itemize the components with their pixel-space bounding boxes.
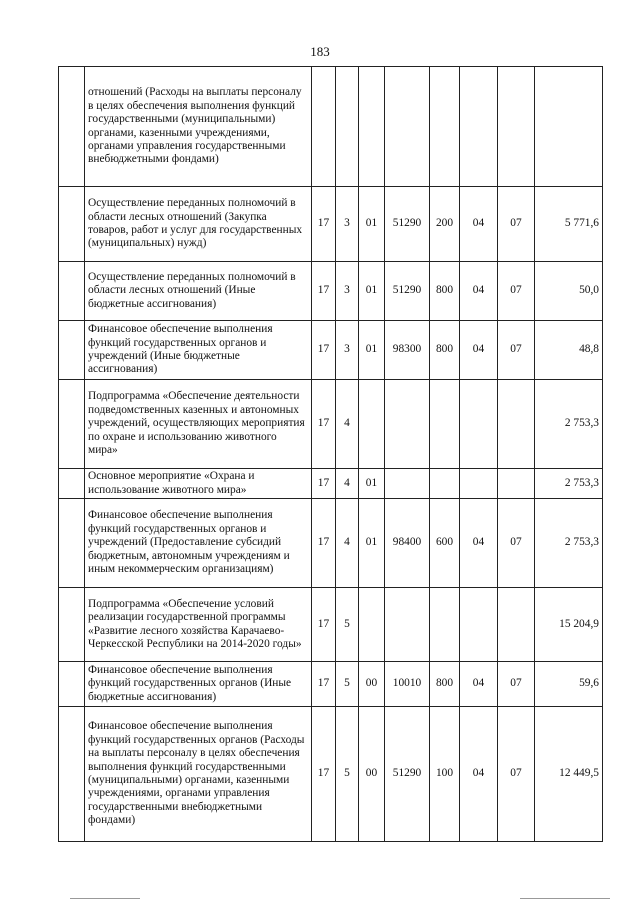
code-cell <box>385 380 430 469</box>
code-cell: 600 <box>430 499 460 588</box>
item-name-cell: Подпрограмма «Обеспечение деятельности подведомственных казенных и автономных учреждений, осуществляющих мероприятия по охране и использованию животного мира» <box>85 380 312 469</box>
row-index-cell <box>59 469 85 499</box>
code-cell: 07 <box>498 321 535 380</box>
code-cell: 07 <box>498 187 535 262</box>
row-index-cell <box>59 262 85 321</box>
code-cell <box>359 67 385 187</box>
code-cell: 07 <box>498 499 535 588</box>
code-cell: 3 <box>336 321 359 380</box>
code-cell: 00 <box>359 662 385 707</box>
code-cell: 17 <box>312 499 336 588</box>
code-cell: 3 <box>336 187 359 262</box>
code-cell: 51290 <box>385 187 430 262</box>
item-name-cell: Основное мероприятие «Охрана и использование животного мира» <box>85 469 312 499</box>
code-cell: 4 <box>336 469 359 499</box>
code-cell: 5 <box>336 707 359 842</box>
amount-cell: 15 204,9 <box>535 588 603 662</box>
code-cell <box>430 469 460 499</box>
code-cell <box>460 588 498 662</box>
amount-cell: 59,6 <box>535 662 603 707</box>
code-cell: 17 <box>312 469 336 499</box>
amount-cell: 2 753,3 <box>535 499 603 588</box>
code-cell: 01 <box>359 262 385 321</box>
table-row <box>59 321 603 380</box>
code-cell: 800 <box>430 262 460 321</box>
code-cell <box>498 588 535 662</box>
code-cell <box>430 380 460 469</box>
code-cell <box>385 588 430 662</box>
table-row <box>59 662 603 707</box>
table-row <box>59 499 603 588</box>
code-cell <box>498 67 535 187</box>
code-cell: 200 <box>430 187 460 262</box>
amount-cell: 2 753,3 <box>535 380 603 469</box>
code-cell: 4 <box>336 380 359 469</box>
item-name-cell: Финансовое обеспечение выполнения функций государственных органов (Иные бюджетные ассигнования) <box>85 662 312 707</box>
code-cell: 98400 <box>385 499 430 588</box>
row-index-cell <box>59 707 85 842</box>
code-cell: 00 <box>359 707 385 842</box>
bottom-edge-left <box>70 898 140 899</box>
code-cell <box>460 380 498 469</box>
table-row <box>59 187 603 262</box>
row-index-cell <box>59 321 85 380</box>
code-cell <box>430 67 460 187</box>
table-row <box>59 67 603 187</box>
code-cell <box>460 469 498 499</box>
code-cell: 04 <box>460 321 498 380</box>
code-cell: 04 <box>460 707 498 842</box>
code-cell: 07 <box>498 262 535 321</box>
code-cell: 51290 <box>385 707 430 842</box>
row-index-cell <box>59 67 85 187</box>
table-row <box>59 262 603 321</box>
table-row <box>59 707 603 842</box>
code-cell: 17 <box>312 662 336 707</box>
amount-cell: 5 771,6 <box>535 187 603 262</box>
row-index-cell <box>59 187 85 262</box>
code-cell: 5 <box>336 662 359 707</box>
code-cell: 01 <box>359 469 385 499</box>
code-cell: 3 <box>336 262 359 321</box>
code-cell: 01 <box>359 499 385 588</box>
row-index-cell <box>59 499 85 588</box>
amount-cell: 50,0 <box>535 262 603 321</box>
table-row <box>59 469 603 499</box>
code-cell <box>498 380 535 469</box>
code-cell: 07 <box>498 707 535 842</box>
code-cell: 17 <box>312 187 336 262</box>
code-cell: 17 <box>312 707 336 842</box>
code-cell: 01 <box>359 187 385 262</box>
code-cell: 17 <box>312 380 336 469</box>
amount-cell: 12 449,5 <box>535 707 603 842</box>
code-cell <box>359 588 385 662</box>
item-name-cell: Финансовое обеспечение выполнения функций государственных органов и учреждений (Иные бюджетные ассигнования) <box>85 321 312 380</box>
item-name-cell: Финансовое обеспечение выполнения функций государственных органов (Расходы на выплаты персоналу в целях обеспечения выполнения функций государственными (муниципальными) органами, казенными учреждениями, органами управления государственными внебюджетными фондами) <box>85 707 312 842</box>
item-name-cell: отношений (Расходы на выплаты персоналу в целях обеспечения выполнения функций государственными (муниципальными) органами, казенными учреждениями, органами управления государственными внебюджетными фондами) <box>85 67 312 187</box>
row-index-cell <box>59 662 85 707</box>
code-cell: 04 <box>460 662 498 707</box>
code-cell: 04 <box>460 187 498 262</box>
amount-cell <box>535 67 603 187</box>
code-cell: 100 <box>430 707 460 842</box>
budget-table <box>58 66 603 842</box>
code-cell <box>385 469 430 499</box>
code-cell: 5 <box>336 588 359 662</box>
code-cell <box>498 469 535 499</box>
code-cell <box>359 380 385 469</box>
code-cell: 17 <box>312 588 336 662</box>
amount-cell: 2 753,3 <box>535 469 603 499</box>
item-name-cell: Осуществление переданных полномочий в области лесных отношений (Закупка товаров, работ и услуг для государственных (муниципальных) нужд) <box>85 187 312 262</box>
bottom-edge-right <box>520 898 610 899</box>
code-cell: 98300 <box>385 321 430 380</box>
code-cell: 800 <box>430 321 460 380</box>
code-cell: 10010 <box>385 662 430 707</box>
page-number: 183 <box>310 44 330 59</box>
code-cell: 04 <box>460 499 498 588</box>
code-cell: 800 <box>430 662 460 707</box>
code-cell <box>312 67 336 187</box>
table-row <box>59 380 603 469</box>
row-index-cell <box>59 588 85 662</box>
code-cell <box>430 588 460 662</box>
code-cell <box>385 67 430 187</box>
code-cell: 07 <box>498 662 535 707</box>
row-index-cell <box>59 380 85 469</box>
code-cell: 51290 <box>385 262 430 321</box>
item-name-cell: Осуществление переданных полномочий в области лесных отношений (Иные бюджетные ассигнования) <box>85 262 312 321</box>
code-cell <box>460 67 498 187</box>
code-cell: 4 <box>336 499 359 588</box>
table-row <box>59 588 603 662</box>
item-name-cell: Подпрограмма «Обеспечение условий реализации государственной программы «Развитие лесного хозяйства Карачаево-Черкесской Республики на 2014-2020 годы» <box>85 588 312 662</box>
code-cell: 17 <box>312 262 336 321</box>
code-cell <box>336 67 359 187</box>
amount-cell: 48,8 <box>535 321 603 380</box>
item-name-cell: Финансовое обеспечение выполнения функций государственных органов и учреждений (Предоставление субсидий бюджетным, автономным учреждениям и иным некоммерческим организациям) <box>85 499 312 588</box>
code-cell: 01 <box>359 321 385 380</box>
code-cell: 04 <box>460 262 498 321</box>
code-cell: 17 <box>312 321 336 380</box>
